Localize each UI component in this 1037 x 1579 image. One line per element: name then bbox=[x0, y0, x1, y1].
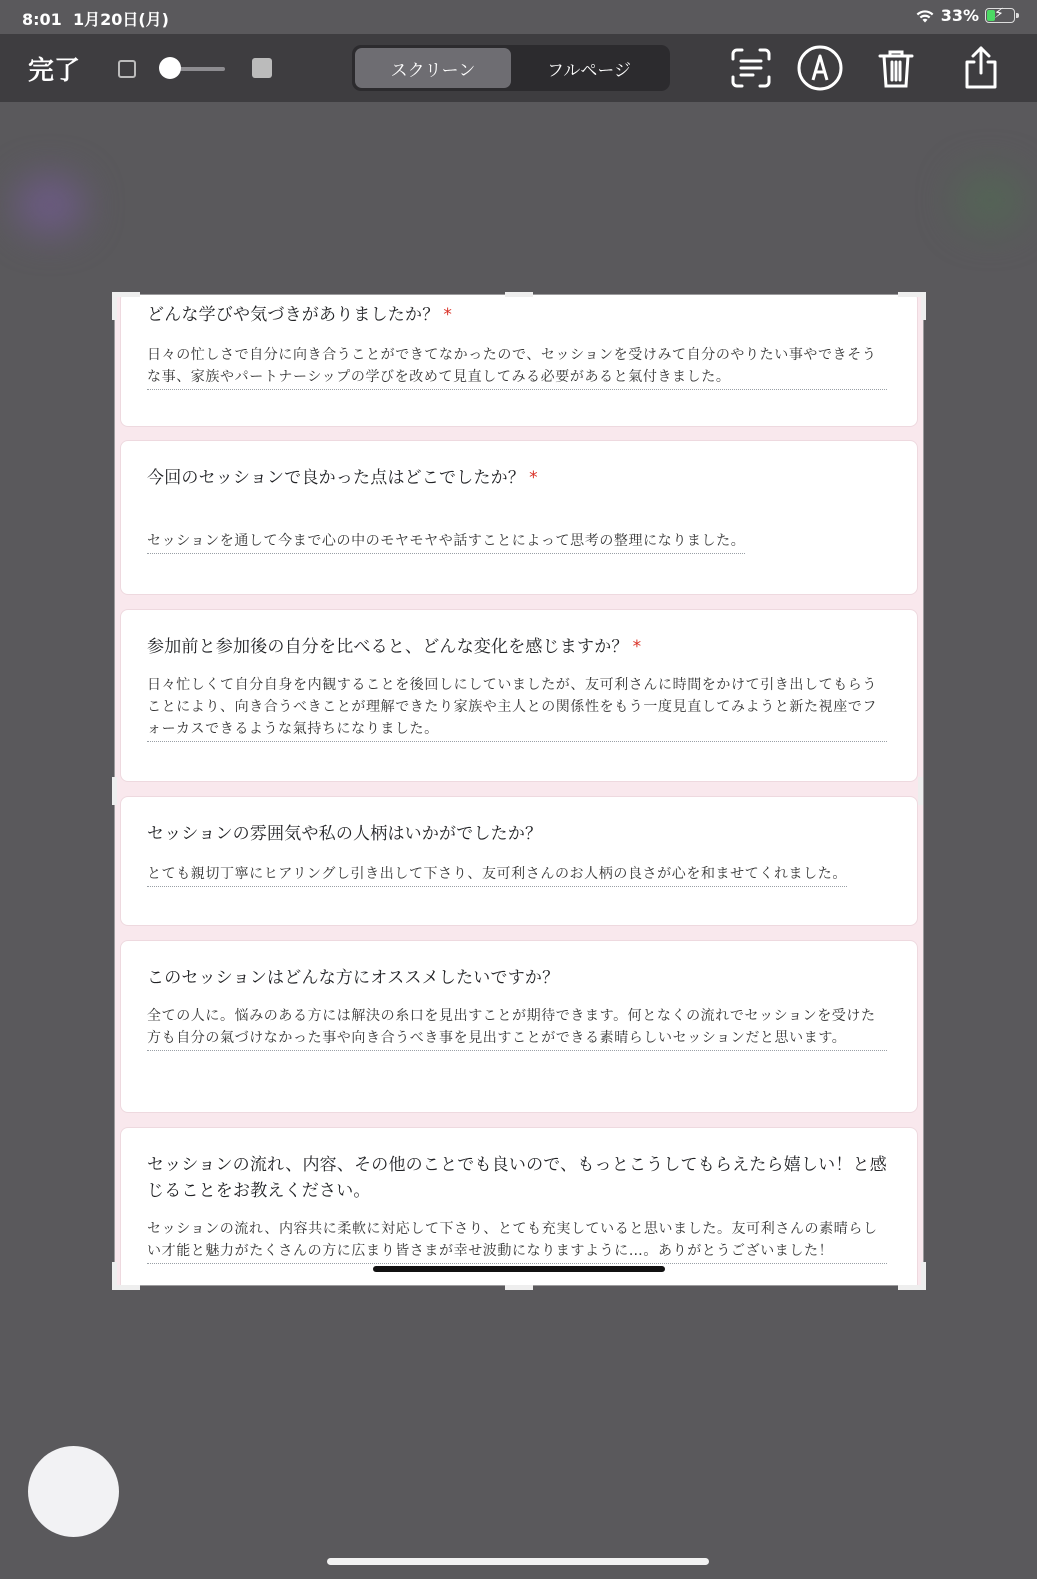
answer-text[interactable]: セッションを通して今まで心の中のモヤモヤや話すことによって思考の整理になりました。 bbox=[147, 530, 745, 554]
crop-handle-bottom-right[interactable] bbox=[898, 1262, 926, 1290]
crop-handle-right[interactable] bbox=[918, 777, 923, 805]
status-time-date: 8:01 1月20日(月) bbox=[22, 10, 169, 29]
question-title: セッションの流れ、内容、その他のことでも良いので、もっとこうしてもらえたら嬉しい！と感じることをお教えください。 bbox=[147, 1155, 887, 1201]
question-title: 参加前と参加後の自分を比べると、どんな変化を感じますか？ * bbox=[147, 637, 642, 657]
screenshot-crop-area[interactable] bbox=[115, 295, 923, 1285]
segment-full-page[interactable]: フルページ bbox=[547, 60, 631, 81]
answer-text[interactable]: 日々の忙しさで自分に向き合うことができてなかったので、セッションを受けみて自分のやりたい事やできそうな事、家族やパートナーシップの学びを改めて見直してみる必要があると氣付きました。 bbox=[147, 344, 887, 390]
status-bar bbox=[0, 0, 1037, 34]
answer-text[interactable]: 日々忙しくて自分自身を内観することを後回しにしていましたが、友可利さんに時間をかけて引き出してもらうことにより、向き合うべきことが理解できたり家族や主人との関係性をもう一度見直してみようと新た視座でフォーカスできるような氣持ちになりました。 bbox=[147, 674, 887, 742]
floating-assistive-button[interactable] bbox=[28, 1446, 119, 1537]
screenshot-editor-toolbar bbox=[0, 34, 1037, 102]
opacity-max-icon bbox=[252, 58, 272, 78]
answer-text[interactable]: 全ての人に。悩みのある方には解決の糸口を見出すことが期待できます。何となくの流れでセッションを受けた方も自分の氣づけなかった事や向き合うべき事を見出すことができる素晴らしいセッションだと思います。 bbox=[147, 1005, 887, 1051]
markup-pen-icon[interactable] bbox=[796, 44, 844, 92]
capture-mode-segmented-control bbox=[352, 45, 670, 91]
home-indicator[interactable] bbox=[327, 1558, 709, 1565]
answer-text[interactable]: とても親切丁寧にヒアリングし引き出して下さり、友可利さんのお人柄の良さが心を和ませてくれました。 bbox=[147, 863, 847, 887]
battery-charging-icon: ⚡ bbox=[985, 8, 1015, 23]
question-title: セッションの雰囲気や私の人柄はいかがでしたか？ bbox=[147, 824, 543, 844]
question-title: このセッションはどんな方にオススメしたいですか？ bbox=[147, 968, 560, 988]
status-right bbox=[915, 6, 1015, 25]
opacity-min-icon bbox=[118, 60, 136, 78]
question-title: どんな学びや気づきがありましたか？ * bbox=[147, 305, 453, 325]
question-title: 今回のセッションで良かった点はどこでしたか？ * bbox=[147, 468, 538, 488]
live-text-icon[interactable] bbox=[727, 44, 775, 92]
question-card bbox=[120, 440, 918, 595]
background-blur bbox=[15, 175, 85, 235]
question-card bbox=[120, 295, 918, 427]
wifi-icon bbox=[915, 8, 935, 24]
trash-icon[interactable] bbox=[872, 44, 920, 92]
question-card bbox=[120, 940, 918, 1113]
segment-screen[interactable]: スクリーン bbox=[355, 48, 511, 88]
crop-handle-top[interactable] bbox=[505, 292, 533, 297]
answer-text[interactable]: セッションの流れ、内容共に柔軟に対応して下さり、とても充実していると思いました。友可利さんの素晴らしい才能と魅力がたくさんの方に広まり皆さまが幸せ波動になりますように…。ありがとうございました！ bbox=[147, 1218, 887, 1264]
question-card bbox=[120, 609, 918, 782]
done-button[interactable]: 完了 bbox=[28, 56, 81, 86]
crop-handle-top-right[interactable] bbox=[898, 292, 926, 320]
share-icon[interactable] bbox=[957, 44, 1005, 92]
question-card bbox=[120, 1127, 918, 1285]
crop-handle-bottom-left[interactable] bbox=[112, 1262, 140, 1290]
crop-handle-top-left[interactable] bbox=[112, 292, 140, 320]
background-blur bbox=[955, 170, 1025, 230]
question-card bbox=[120, 796, 918, 926]
crop-handle-bottom[interactable] bbox=[505, 1285, 533, 1290]
captured-home-indicator bbox=[373, 1266, 665, 1272]
battery-percent: 33% bbox=[940, 6, 979, 25]
crop-handle-left[interactable] bbox=[112, 777, 117, 805]
opacity-slider-thumb[interactable] bbox=[159, 57, 181, 79]
